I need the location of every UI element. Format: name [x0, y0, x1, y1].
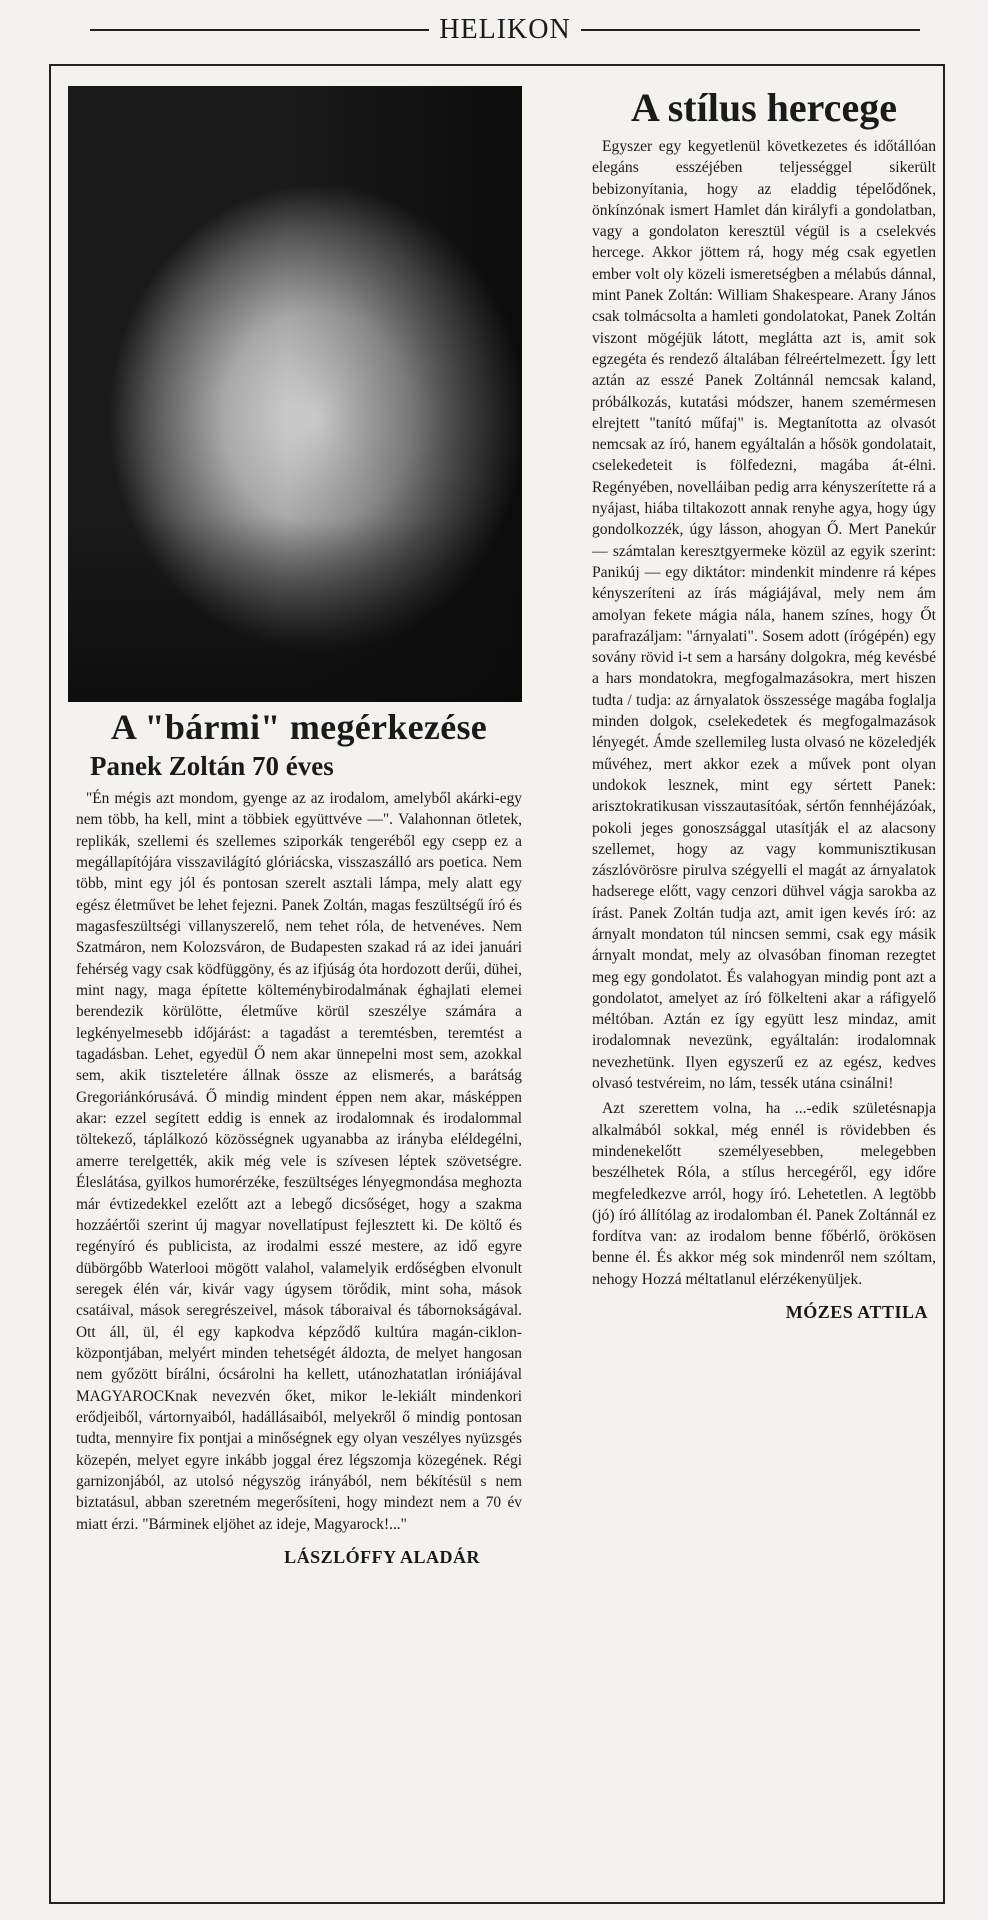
left-article-body: "Én mégis azt mondom, gyenge az az irodalom, amelyből akárki-egy nem több, ha kell, mint a többiek együttvéve —". Valahonnan ötletek, replikák, szellemi és szellemes sziporkák tengeréből egy csepp ez a megállapítójára visszavilágító glóriácska, visszaszálló ars poetica. Nem több, mint egy jól és pontosan szerelt asztali lámpa, mely alatt egy egész életművet be lehet fejezni. Panek Zoltán, magas feszültségű író és magasfeszültségi villanyszerelő, nem tehet róla, de hetvenéves. Nem Szatmáron, nem Kolozsváron, de Budapesten szakad rá az idei januári fehérség vagy csak ködfüggöny, és az ifjúság óta hordozott derűi, dühei, mint nagy, maga építette költeménybirodalmának éghajlati elemei berendezik körülötte, életműve körül szeszélye számára a legkényelmesebb időjárást: a tagadást a teremtésben, teremtést a tagadásban. Lehet, egyedül Ő nem akar ünnepelni most sem, azokkal sem, akik tiszteletére állnak össze az elismerés, a barátság Gregoriánkórusává. Ő mindig mindent éppen nem akar, másképpen akar: ezzel segített eddig is ennek az irodalomnak és irodalommal töltekező, táplálkozó közösségnek ugyanabba az irányba eléldegélni, amerre terelgették, akik még vele is szívesen léptek szövetségre. Éleslátása, gyilkos humorérzéke, feszültséges lényegmondása meghozta már évtizedekkel ezelőtt azt a lebegő dicsőséget, hogy a szakma hozzáértői szerint új magyar novellatípust fejlesztett ki. De költő és regényíró és publicista, az irodalmi esszé mestere, az idő egyre dübörgőbb Waterlooi mögött valahol, valamelyik erdőségben elvonult seregek élén vár, kivár vagy úgysem törődik, mint soha, mások csatáival, mások seregrészeivel, mások táboraival és tábornokságával. Ott áll, ül, él egy kapkodva képződő kultúra magán-ciklon-központjában, melyért minden tehetségét áldozta, de melyet hangosan nem győzött bírálni, ócsárolni ha kellett, utánozhatatlan iróniájával MAGYAROCKnak nevezvén őket, mikor le-lekiált mindenkori erődjeiből, vártornyaiból, hadállásaiból, melyekről ő mindig pontosan tudta, mennyire fix pontjai a minőségnek egy olyan veszélyes nyüzsgés közepén, melyet egyre inkább joggal érez légszomja közegének. Régi garnizonjából, az utolsó négyszög irányából, nem békítésül s nem biztatásul, abban szeretném megerősíteni, hogy mindezt nem a 70 év miatt érzi. "Bárminek eljöhet az ideje, Magyarock!..." — [76, 789, 522, 1533]
masthead-rule-left — [90, 29, 429, 31]
left-article-title: A "bármi" megérkezése — [110, 707, 488, 747]
masthead-rule-right — [581, 29, 920, 31]
left-article-author: LÁSZLÓFFY ALADÁR — [284, 1547, 480, 1568]
masthead — [90, 12, 920, 48]
right-article-paragraph-2: Azt szerettem volna, ha ...-edik születésnapja alkalmából sokkal, még ennél is rövidebben és mindenekelőtt személyesebben, melegebben beszélhetek Róla, a stílus hercegéről, egy időre megfeledkezve arról, hogy író. Lehetetlen. A legtöbb (jó) író állítólag az irodalomban él. Panek Zoltánnál ez fordítva van: az irodalom benne főbérlő, örökösen benne él. És akkor még sok mindenről nem szóltam, nehogy Hozzá méltatlanul elérzékenyüljek. — [592, 1100, 936, 1288]
right-article-paragraph-1: Egyszer egy kegyetlenül következetes és időtállóan elegáns esszéjében teljességgel sikerült bebizonyítania, hogy az eladdig tépelődőnek, önkínzónak ismert Hamlet dán királyfi a gondolatban, vagy a gondolaton keresztül végül is a cselekvés hercege. Akkor jöttem rá, hogy még csak egyetlen ember volt oly közeli ismeretségben a mélabús dánnal, mint Panek Zoltán: William Shakespeare. Arany János csak tolmácsolta a hamleti gondolatokat, Panek Zoltán viszont mögéjük látott, meglátta azt is, amit sok egzegéta és rendező általában félreértelmezett. Így lett aztán az esszé Panek Zoltánnál nemcsak kaland, próbálkozás, kutatási módszer, hanem szemérmesen elrejtett "tanító műfaj" is. Megtanította az olvasót nemcsak az író, hanem egyáltalán a hősök gondolatait, cselekedeteit is fölfedezni, magába át-élni. Regényében, novelláiban pedig arra kényszerítette rá a nyájast, hiába tiltakozott annak renyhe agya, hogy úgy gondolkozzék, úgy lásson, ahogyan Ő. Mert Panekúr — számtalan keresztgyermeke közül az egyik szerint: Panikúj — egy diktátor: mindenkit mindenre rá képes kényszeríteni az írás mágiájával, mely nem ám amolyan fekete mágia nála, hanem színes, hogy Őt parafrazáljam: "árnyalati". Sosem adott (írógépén) egy sovány rövid i-t sem a harsány dolgokra, még kevésbé a hars mondatokra, megfogalmazásokra, mert hiszen tudta / tudja: az árnyalatok összessége magába foglalja minden dolgok, cselekedetek és megfogalmazások lényegét. Ámde szellemileg lusta olvasó ne közeledjék művéhez, mert akkor ezek a művek pont olyan undokok lesznek, mint egy sértett Panek: arisztokratikusan visszautasítóak, sértőn fennhéjázóak, pokoli jeges gonoszsággal utasítják el az alacsony szellemet, hogy az vagy kommunisztikusan zászlóvörösre pirulva szégyelli el magát az árnyalatok hadserege előtt, vagy cenzori dühvel vágja sarokba az írást. Panek Zoltán tudja azt, amit igen kevés író: az árnyalt mondaton túl nincsen semmi, csak egy másik árnyalt mondat, mely az olvasóban finoman rezegtet meg egy gondolatot. És valahogyan mindig pont azt a gondolatot, amelyet az író fölkelteni akar a ráfigyelő méltóban. Aztán ez így együtt lesz mindaz, amit irodalomnak nevezünk, egyáltalán: irodalomnak nevezhetünk. Ilyen egyszerű ez az egész, kedves olvasó testvéreim, no lám, tessék utána csinálni! — [592, 138, 936, 1093]
right-article — [592, 86, 936, 1323]
masthead-title: HELIKON — [439, 14, 571, 45]
left-article-subtitle: Panek Zoltán 70 éves — [90, 750, 334, 781]
right-article-author: MÓZES ATTILA — [785, 1302, 928, 1323]
author-portrait-photo — [68, 86, 522, 702]
right-article-title: A stílus hercege — [631, 85, 897, 130]
left-article — [76, 86, 522, 1568]
